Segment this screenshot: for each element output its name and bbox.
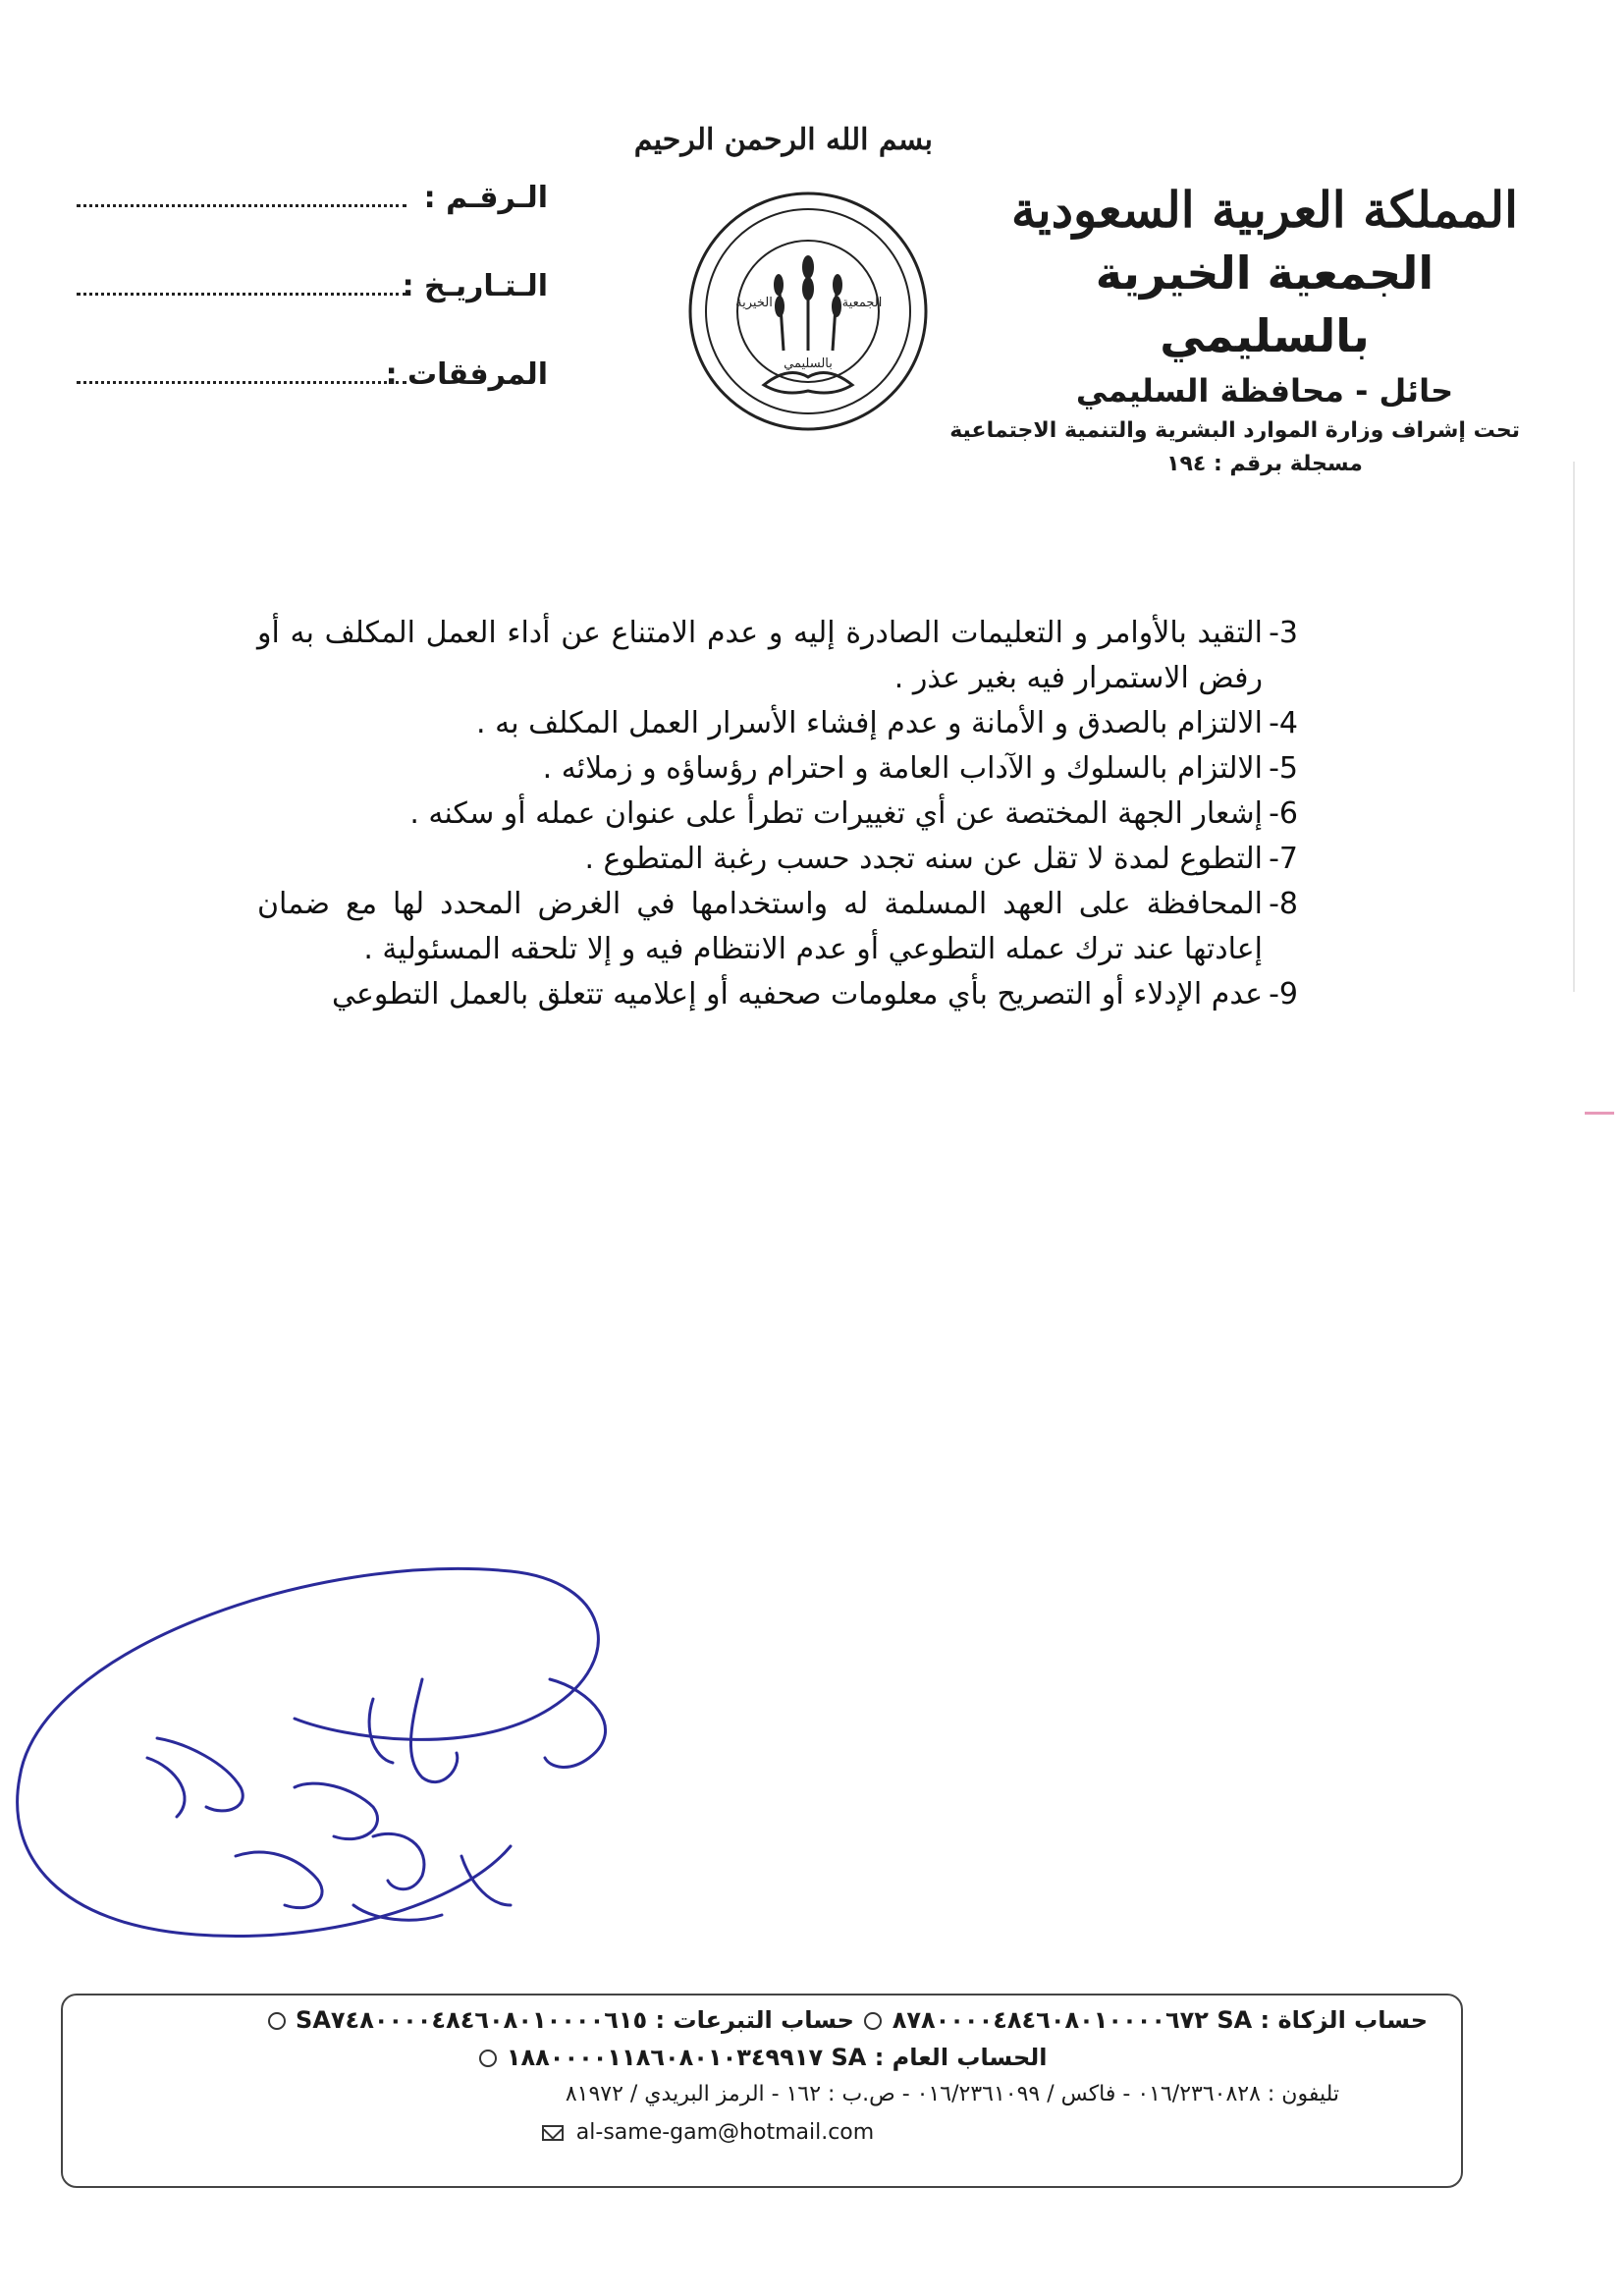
kingdom-name: المملكة العربية السعودية	[1010, 181, 1519, 239]
condition-number: 4-	[1269, 706, 1298, 740]
basmala: بسم الله الرحمن الرحيم	[633, 123, 933, 157]
ref-attachments-row	[77, 355, 548, 444]
bank-icon	[268, 2012, 286, 2030]
handwritten-signature	[0, 1532, 707, 2003]
general-account-label: الحساب العام :	[874, 2044, 1048, 2071]
organization-header	[949, 179, 1520, 481]
ref-attachments-label: المرفقات :	[385, 357, 548, 392]
association-seal-logo	[685, 189, 931, 434]
association-location: حائل - محافظة السليمي	[1075, 372, 1454, 410]
footer-email-row	[96, 2113, 1428, 2153]
condition-number: 3-	[1269, 616, 1298, 650]
condition-item	[257, 701, 1298, 746]
condition-item	[257, 837, 1298, 882]
bank-icon	[864, 2012, 882, 2030]
zakat-label: حساب الزكاة :	[1260, 2006, 1428, 2034]
bank-icon	[479, 2050, 497, 2067]
condition-number: 6-	[1269, 796, 1298, 831]
conditions-list	[257, 611, 1298, 1017]
condition-text: المحافظة على العهد المسلمة له واستخدامها في الغرض المحدد لها مع ضمان إعادتها عند ترك عمله التطوعي أو عدم الانتظام فيه و إلا تلحقه المسئولية .	[257, 887, 1263, 966]
condition-text: الالتزام بالسلوك و الآداب العامة و احترام رؤساؤه و زملائه .	[542, 751, 1263, 786]
footer-contact-row: تليفون : ٠١٦/٢٣٦٠٨٢٨ - فاكس / ٠١٦/٢٣٦١٠٩٩ - ص.ب : ١٦٢ - الرمز البريدي / ٨١٩٧٢	[565, 2082, 1339, 2106]
margin-mark	[1585, 1112, 1614, 1115]
condition-item	[257, 792, 1298, 837]
mail-icon	[542, 2125, 564, 2141]
footer-general-account-row	[96, 2039, 1428, 2076]
condition-text: الالتزام بالصدق و الأمانة و عدم إفشاء الأسرار العمل المكلف به .	[476, 706, 1263, 740]
ref-date-label: الـتـاريـخ :	[402, 269, 548, 303]
footer-accounts-row	[96, 2001, 1428, 2039]
general-account: SA ١٨٨٠٠٠٠١١٨٦٠٨٠١٠٣٤٩٩١٧	[506, 2044, 867, 2071]
seal-text-right: الجمعية	[841, 296, 883, 310]
condition-item	[257, 746, 1298, 792]
ref-number-blank	[77, 179, 406, 207]
ref-number-label: الـرقـم :	[423, 181, 548, 215]
association-name: الجمعية الخيرية بالسليمي	[1095, 246, 1434, 362]
supervising-ministry: تحت إشراف وزارة الموارد البشرية والتنمية الاجتماعية	[949, 418, 1520, 443]
condition-text: إشعار الجهة المختصة عن أي تغييرات تطرأ على عنوان عمله أو سكنه .	[409, 796, 1263, 831]
condition-item	[257, 611, 1298, 701]
ref-number-row	[77, 179, 548, 267]
reference-fields	[77, 179, 548, 444]
condition-number: 7-	[1269, 842, 1298, 876]
condition-number: 5-	[1269, 751, 1298, 786]
donations-label: حساب التبرعات :	[655, 2006, 854, 2034]
footer-contact-box	[61, 1994, 1463, 2188]
condition-number: 9-	[1269, 977, 1298, 1011]
condition-text: التقيد بالأوامر و التعليمات الصادرة إليه و عدم الامتناع عن أداء العمل المكلف به أو رفض الاستمرار فيه بغير عذر .	[257, 616, 1263, 695]
seal-text-left: الخيرية	[735, 296, 773, 310]
condition-text: عدم الإدلاء أو التصريح بأي معلومات صحفيه أو إعلاميه تتعلق بالعمل التطوعي	[331, 977, 1263, 1011]
ref-date-row	[77, 267, 548, 355]
donations-account: SA٧٤٨٠٠٠٠٤٨٤٦٠٨٠١٠٠٠٠٦١٥	[296, 2006, 648, 2034]
condition-text: التطوع لمدة لا تقل عن سنه تجدد حسب رغبة المتطوع .	[584, 842, 1263, 876]
email-address: al-same-gam@hotmail.com	[575, 2120, 875, 2145]
condition-number: 8-	[1269, 887, 1298, 921]
condition-item	[257, 972, 1298, 1017]
registration-number: مسجلة برقم : ١٩٤	[1166, 452, 1363, 476]
seal-text-bottom: بالسليمي	[784, 356, 833, 371]
margin-line	[1573, 462, 1575, 992]
condition-item	[257, 882, 1298, 972]
zakat-account: SA ٨٧٨٠٠٠٠٤٨٤٦٠٨٠١٠٠٠٠٦٧٢	[892, 2006, 1253, 2034]
ref-attachments-blank	[77, 355, 406, 384]
ref-date-blank	[77, 267, 406, 296]
